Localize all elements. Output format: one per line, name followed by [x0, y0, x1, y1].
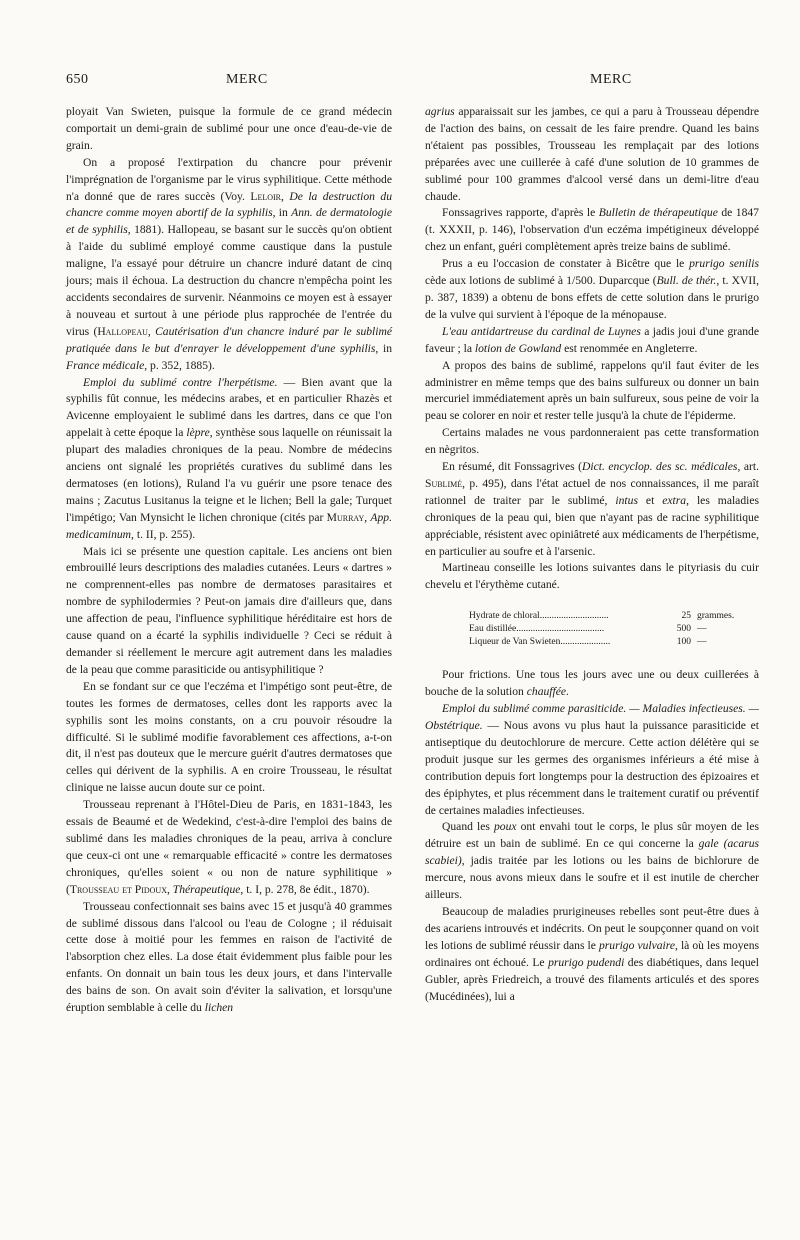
- recipe-row: Liqueur de Van Swieten..................... 100 —: [469, 637, 707, 648]
- running-title-right: MERC: [590, 72, 632, 87]
- journal-title: Bulletin de thérapeutique: [598, 206, 718, 220]
- recipe-row: Eau distillée..................................... 500 —: [469, 624, 707, 635]
- page-number: 650: [66, 72, 89, 87]
- work-title: De la destruction du chancre comme moyen abortif de la syphilis: [66, 189, 392, 220]
- paragraph: Certains malades ne vous pardonneraient pas cette transformation en nègritos.: [425, 426, 759, 457]
- recipe-row: Hydrate de chloral............................. 25 grammes.: [469, 611, 735, 622]
- paragraph: On a proposé l'extirpation du chancre pour prévenir l'imprégnation de l'organisme par le virus syphilitique. Cette méthode n'a donné que de rares succès (Voy. Leloir, De la destruction du chancre comme moyen abortif de la syphilis, in Ann. de dermatologie et de syphilis, 1881). Hallopeau, se basant sur le succès qu'on obtient à l'aide du sublimé employé comme caustique dans la pustule maligne, l'a essayé pour détruire un chancre induré datant de cinq jours; mais il échoua. La destruction du chancre n'empêcha point les accidents secondaires de survenir. Néanmoins ce moyen est à essayer à nouveau et surtout à une période plus rapprochée de l'entrée du virus (Hallopeau, Cautérisation d'un chancre induré par le sublimé pratiquée dans le but d'enrayer le développement d'une syphilis, in France médicale, p. 352, 1885).: [66, 155, 393, 372]
- running-title-left: MERC: [226, 72, 268, 87]
- running-header: [0, 72, 800, 94]
- paragraph: Martineau conseille les lotions suivantes dans le pityriasis du cuir chevelu et l'érythème cutané.: [425, 561, 759, 592]
- work-title: Dict. encyclop. des sc. médicales: [582, 460, 738, 474]
- section-heading: Emploi du sublimé contre l'herpétisme.: [83, 375, 278, 389]
- paragraph: Pour frictions. Une tous les jours avec une ou deux cuillerées à bouche de la solution chauffée.: [425, 668, 759, 699]
- work-title: App. medicaminum: [66, 510, 392, 541]
- paragraph: ployait Van Swieten, puisque la formule de ce grand médecin comportait un demi-grain de sublimé pour une once d'eau-de-vie de grain.: [66, 105, 392, 152]
- paragraph: Fonssagrives rapporte, d'après le Bulletin de thérapeutique de 1847 (t. XXXII, p. 146), l'observation d'un eczéma impétigineux développé chez un enfant, guéri complètement après treize bains de sublimé.: [425, 206, 759, 254]
- author-name: Hallopeau: [97, 324, 148, 338]
- author-name: Murray: [326, 510, 365, 524]
- paragraph: agrius apparaissait sur les jambes, ce qui a paru à Trousseau dépendre de l'action des bains, on cessait de les faire prendre. Quand les bains n'étaient pas possibles, Trousseau les remplaçait par des lotions préparées avec une cuillerée à café d'une solution de 10 grammes de sublimé pour 100 grammes d'alcool versé dans un demi-litre d'eau chaude.: [425, 105, 759, 203]
- work-title: Cautérisation d'un chancre induré par le sublimé pratiquée dans le but d'enrayer le développement d'une syphilis: [66, 324, 393, 355]
- journal-title: Bull. de thér.: [656, 274, 717, 288]
- paragraph: Quand les poux ont envahi tout le corps, le plus sûr moyen de les détruire est un bain de sublimé. En ce qui concerne la gale (acarus scabiei), jadis traitée par les lotions ou les bains de bichlorure de mercure, nous avons mieux dans le soufre et il est inutile de chercher ailleurs.: [425, 820, 760, 902]
- left-column: [66, 104, 392, 1017]
- paragraph: Trousseau confectionnait ses bains avec 15 et jusqu'à 40 grammes de sublimé dissous dans l'alcool ou l'eau de Cologne ; il réduisait cette dose à moitié pour les femmes en raison de l'activité de l'absorption chez elles. La dose était évidemment plus faible pour les enfants. On donnait un bain tous les deux jours, et dans l'intervalle des bains de son. On avait soin d'éviter la salivation, et lorsqu'une éruption semblable à celle du lichen: [66, 899, 392, 1015]
- recipe-table: [469, 610, 738, 649]
- paragraph: En se fondant sur ce que l'eczéma et l'impétigo sont peut-être, de toutes les formes de dermatoses, celles dont les rapports avec la syphilis sont les moins constants, on a cru pouvoir résoudre la difficulté. Si le sublimé modifie favorablement ces affections, a-t-on dit, il n'est pas douteux que le mercure guérit d'autres dermatoses que celles qui dérivent de la syphilis. A en croire Trousseau, le résultat clinique ne laisse aucun doute sur ce point.: [66, 679, 392, 795]
- journal-title: France médicale: [66, 358, 145, 372]
- paragraph: Emploi du sublimé comme parasiticide. — Maladies infectieuses. — Obstétrique. — Nous avons vu plus haut la puissance parasiticide et antiseptique du deutochlorure de mercure. Cette action délétère qui se produit jusque sur les germes des organismes inférieurs a été mise à contribution depuis fort longtemps pour la destruction des épizoaires et des épiphytes, et plus récemment dans le traitement curatif ou préventif de certaines maladies infectieuses.: [425, 702, 759, 817]
- section-heading: Emploi du sublimé comme parasiticide. — Maladies infectieuses. — Obstétrique.: [425, 702, 759, 732]
- work-title: Thérapeutique: [172, 882, 241, 896]
- paragraph: Mais ici se présente une question capitale. Les anciens ont bien embrouillé leurs descriptions des maladies cutanées. Leurs « dartres » ne comprennent-elles pas nombre de dermatoses parasitaires et nombre de syphilodermies ? Peut-on jamais dire d'ailleurs que, dans une affection de peau, l'influence syphilitique héréditaire est hors de cause quand on a écarté la syphilis individuelle ? Ceci se réduit à demander si réellement le mercure agit autrement dans les maladies de la peau que comme parasiticide ou antisyphilitique ?: [66, 544, 392, 676]
- paragraph: A propos des bains de sublimé, rappelons qu'il faut éviter de les administrer en même temps que des bains sulfureux ou donner un bain mercuriel immédiatement après un bain sulfureux, sous peine de voir la peau se colorer en noir et rester telle jusqu'à la chute de l'épiderme.: [425, 358, 759, 423]
- paragraph: Trousseau reprenant à l'Hôtel-Dieu de Paris, en 1831-1843, les essais de Beaumé et de Wedekind, c'est-à-dire l'emploi des bains de sublimé dans les maladies chroniques de la peau, arriva à conclure que ceux-ci ont une « remarquable efficacité » contre les dermatoses chroniques, qu'elles soient « ou non de nature syphilitique » (Trousseau et Pidoux, Thérapeutique, t. I, p. 278, 8e édit., 1870).: [66, 798, 392, 896]
- right-column: [425, 104, 759, 1005]
- paragraph: Beaucoup de maladies prurigineuses rebelles sont peut-être dues à des acariens introuvés et indécrits. On peut le soupçonner quand on voit les lotions de sublimé réussir dans le prurigo vulvaire, là où les moyens ordinaires ont échoué. Le prurigo pudendi des diabétiques, dans lequel Gubler, après Friedreich, a trouvé des filaments articulés et des spores (Mucédinées), lui a: [425, 904, 760, 1003]
- author-name: Trousseau et Pidoux: [69, 882, 167, 896]
- author-name: Leloir: [250, 189, 282, 203]
- paragraph: En résumé, dit Fonssagrives (Dict. encyclop. des sc. médicales, art. Sublimé, p. 495), dans l'état actuel de nos connaissances, il me paraît rationnel de traiter par le sublimé, intus et extra, les maladies chroniques de la peau qui, bien que n'ayant pas de racine syphilitique appréciable, résistent avec opiniâtreté aux médicaments de l'herpétisme, en particulier au soufre et à l'arsenic.: [425, 460, 760, 558]
- journal-title: Ann. de dermatologie et de syphilis: [66, 206, 393, 237]
- paragraph: Prus a eu l'occasion de constater à Bicêtre que le prurigo senilis cède aux lotions de sublimé à 1/500. Duparcque (Bull. de thér., t. XVII, p. 387, 1839) a obtenu de bons effets de cette solution dans le prurigo de la vulve qui survient à l'époque de la ménopause.: [425, 257, 759, 321]
- paragraph: Emploi du sublimé contre l'herpétisme. — Bien avant que la syphilis fût connue, les médecins arabes, et en particulier Rhazès et Avicenne employaient le sublimé dans les dartres, dans ce que l'on appelait à cette époque la lèpre, synthèse sous laquelle on réunissait la plupart des maladies chroniques de la peau. Nombre de médecins anciens ont signalé les propriétés curatives du sublimé dans les dermatoses (en lotions), Ruland l'a vu guérir une psore tenace des mains ; Zacutus Lusitanus la teigne et le lichen; Bell la gale; Turquet l'impétigo; Van Mynsicht le lichen chronique (cités par Murray, App. medicaminum, t. II, p. 255).: [66, 375, 392, 541]
- paragraph: L'eau antidartreuse du cardinal de Luynes a jadis joui d'une grande faveur ; la lotion de Gowland est renommée en Angleterre.: [425, 324, 759, 355]
